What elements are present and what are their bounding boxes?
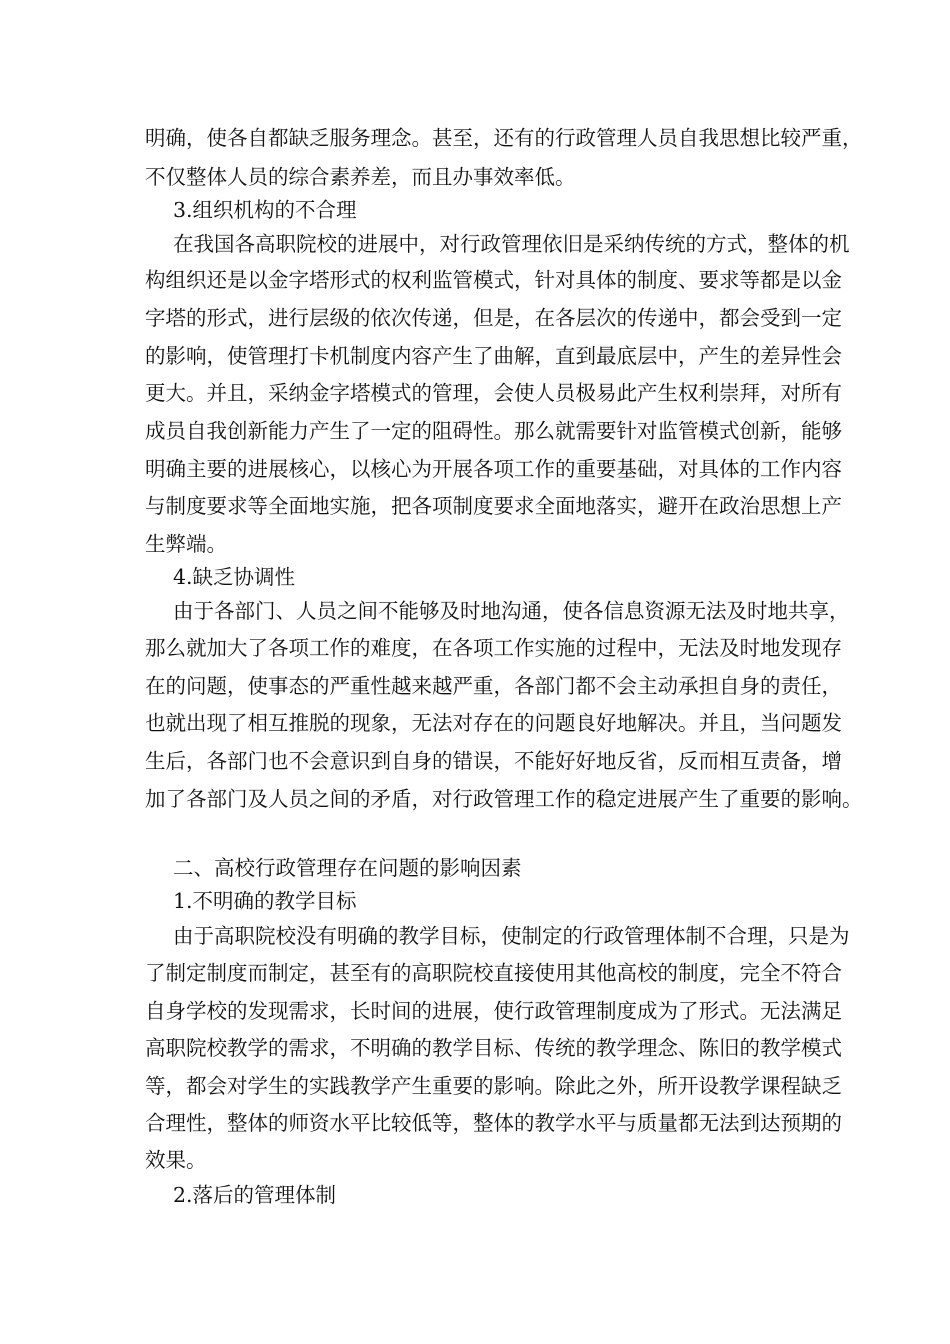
text-line: 成员自我创新能力产生了一定的阻碍性。那么就需要针对监管模式创新，能够 (145, 419, 842, 443)
text-line: 高职院校教学的需求，不明确的教学目标、传统的教学理念、陈旧的教学模式 (145, 1036, 842, 1060)
text-line: 更大。并且，采纳金字塔模式的管理，会使人员极易此产生权利崇拜，对所有 (145, 381, 842, 405)
text-line: 合理性，整体的师资水平比较低等，整体的教学水平与质量都无法到达预期的 (145, 1111, 842, 1135)
text-line: 加了各部门及人员之间的矛盾，对行政管理工作的稳定进展产生了重要的影响。 (145, 787, 863, 811)
text-line: 生弊端。 (145, 532, 227, 556)
section-heading: 4.缺乏协调性 (173, 565, 296, 589)
text-line: 也就出现了相互推脱的现象，无法对存在的问题良好地解决。并且，当问题发 (145, 711, 842, 735)
section-heading: 3.组织机构的不合理 (173, 198, 357, 222)
text-line: 字塔的形式，进行层级的依次传递，但是，在各层次的传递中，都会受到一定 (145, 306, 842, 330)
text-line: 的影响，使管理打卡机制度内容产生了曲解，直到最底层中，产生的差异性会 (145, 344, 842, 368)
text-line: 效果。 (145, 1148, 207, 1172)
section-heading: 1.不明确的教学目标 (173, 889, 357, 913)
text-line: 不仅整体人员的综合素养差，而且办事效率低。 (145, 165, 576, 189)
text-line: 在我国各高职院校的进展中，对行政管理依旧是采纳传统的方式，整体的机 (173, 232, 850, 256)
text-line: 明确，使各自都缺乏服务理念。甚至，还有的行政管理人员自我思想比较严重， (145, 126, 863, 150)
text-line: 自身学校的发现需求，长时间的进展，使行政管理制度成为了形式。无法满足 (145, 999, 842, 1023)
text-line: 明确主要的进展核心，以核心为开展各项工作的重要基础，对具体的工作内容 (145, 457, 842, 481)
text-line: 了制定制度而制定，甚至有的高职院校直接使用其他高校的制度，完全不符合 (145, 961, 842, 985)
text-line: 由于高职院校没有明确的教学目标，使制定的行政管理体制不合理，只是为 (173, 924, 850, 948)
text-line: 与制度要求等全面地实施，把各项制度要求全面地落实，避开在政治思想上产 (145, 494, 842, 518)
text-line: 构组织还是以金字塔形式的权利监管模式，针对具体的制度、要求等都是以金 (145, 268, 842, 292)
text-line: 等，都会对学生的实践教学产生重要的影响。除此之外，所开设教学课程缺乏 (145, 1074, 842, 1098)
text-line: 由于各部门、人员之间不能够及时地沟通，使各信息资源无法及时地共享， (173, 599, 850, 623)
text-line: 生后，各部门也不会意识到自身的错误，不能好好地反省，反而相互责备，增 (145, 749, 842, 773)
section-heading: 2.落后的管理体制 (173, 1183, 337, 1207)
text-line: 在的问题，使事态的严重性越来越严重，各部门都不会主动承担自身的责任， (145, 674, 842, 698)
chapter-heading: 二、高校行政管理存在问题的影响因素 (173, 856, 522, 880)
text-line: 那么就加大了各项工作的难度，在各项工作实施的过程中，无法及时地发现存 (145, 636, 842, 660)
